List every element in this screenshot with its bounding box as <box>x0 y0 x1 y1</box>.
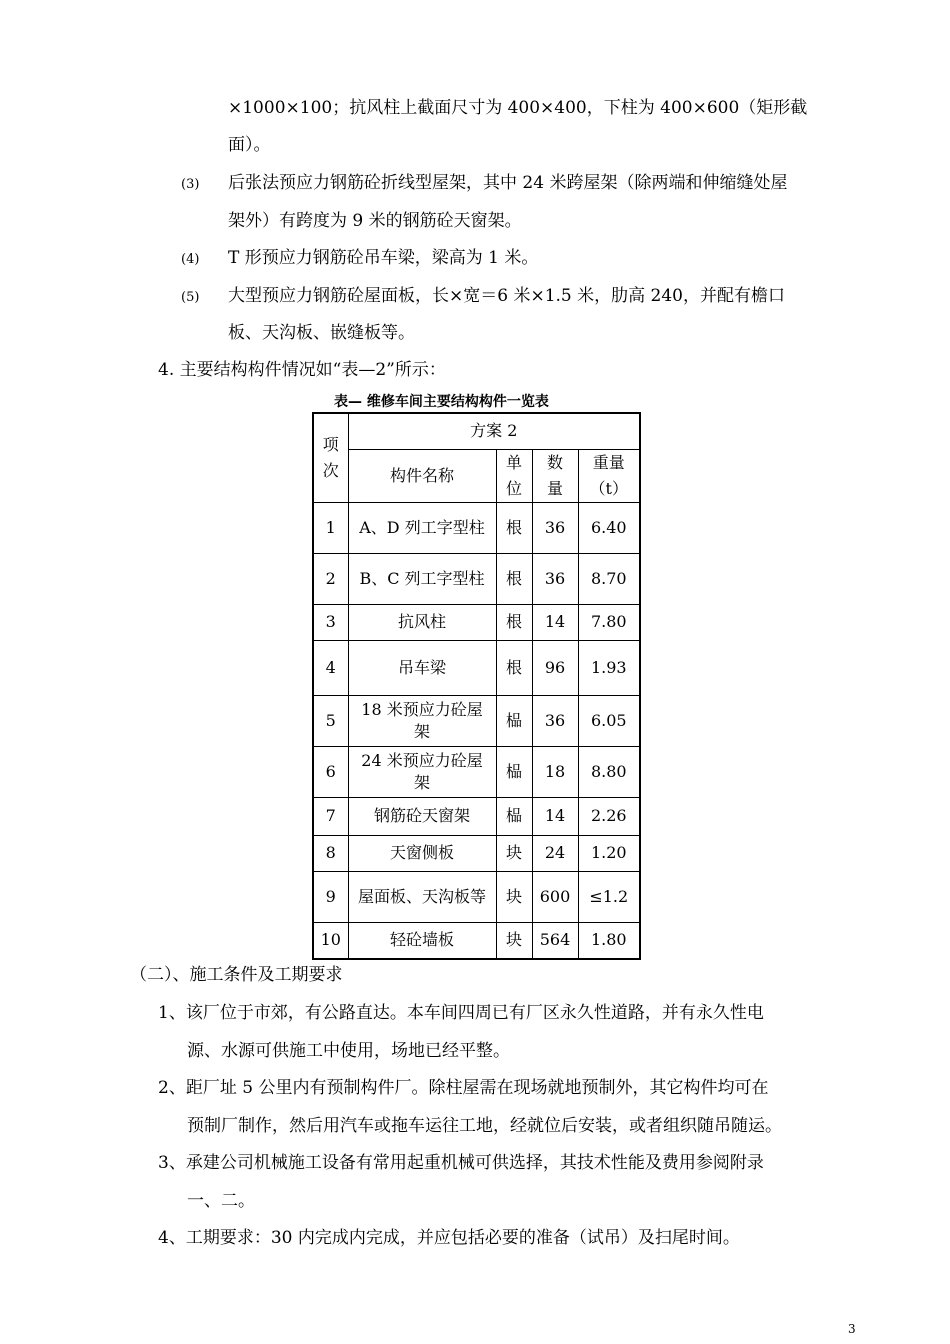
cell-weight: ≤1.2 <box>578 871 640 922</box>
paragraph-line: 预制厂制作，然后用汽车或拖车运往工地，经就位后安装，或者组织随吊随运。 <box>187 1116 782 1136</box>
page-number: 3 <box>848 1322 856 1336</box>
paragraph-line: 一、二。 <box>187 1191 255 1211</box>
cell-name: 18 米预应力砼屋架 <box>348 695 496 746</box>
cell-qty: 564 <box>532 922 578 959</box>
cell-name: 天窗侧板 <box>348 835 496 871</box>
paragraph-line: T 形预应力钢筋砼吊车梁，梁高为 1 米。 <box>228 248 539 268</box>
paragraph-line: 3、承建公司机械施工设备有常用起重机械可供选择，其技术性能及费用参阅附录 <box>158 1153 764 1173</box>
cell-no: 4 <box>313 640 348 695</box>
paragraph-line: 后张法预应力钢筋砼折线型屋架，其中 24 米跨屋架（除两端和伸缩缝处屋 <box>228 173 788 193</box>
cell-weight: 8.80 <box>578 746 640 797</box>
cell-weight: 1.93 <box>578 640 640 695</box>
cell-unit: 块 <box>496 922 532 959</box>
cell-weight: 8.70 <box>578 553 640 604</box>
cell-unit: 榀 <box>496 746 532 797</box>
cell-no: 8 <box>313 835 348 871</box>
cell-qty: 36 <box>532 695 578 746</box>
cell-no: 7 <box>313 797 348 835</box>
cell-name: 轻砼墙板 <box>348 922 496 959</box>
table-row <box>313 871 640 922</box>
paragraph-line: 板、天沟板、嵌缝板等。 <box>228 323 415 343</box>
paragraph-line: 面）。 <box>228 135 271 155</box>
paragraph-line: 4、工期要求：30 内完成内完成，并应包括必要的准备（试吊）及扫尾时间。 <box>158 1228 740 1248</box>
cell-no: 5 <box>313 695 348 746</box>
cell-no: 1 <box>313 502 348 553</box>
cell-qty: 36 <box>532 502 578 553</box>
header-item-no: 项次 <box>313 413 348 502</box>
table-row <box>313 604 640 640</box>
cell-weight: 6.40 <box>578 502 640 553</box>
cell-unit: 块 <box>496 835 532 871</box>
table-row <box>313 835 640 871</box>
cell-unit: 根 <box>496 502 532 553</box>
paragraph-line: 1、该厂位于市郊，有公路直达。本车间四周已有厂区永久性道路，并有永久性电 <box>158 1003 764 1023</box>
table-row <box>313 746 640 797</box>
table-row <box>313 502 640 553</box>
header-weight: 重量（t） <box>578 449 640 502</box>
cell-qty: 36 <box>532 553 578 604</box>
cell-qty: 14 <box>532 604 578 640</box>
cell-weight: 6.05 <box>578 695 640 746</box>
cell-name: 抗风柱 <box>348 604 496 640</box>
header-name: 构件名称 <box>348 449 496 502</box>
cell-name: A、D 列工字型柱 <box>348 502 496 553</box>
cell-weight: 7.80 <box>578 604 640 640</box>
paragraph-line: 大型预应力钢筋砼屋面板，长×宽＝6 米×1.5 米，肋高 240，并配有檐口 <box>228 286 785 306</box>
section-line: 4. 主要结构构件情况如“表—2”所示： <box>158 360 446 380</box>
cell-no: 3 <box>313 604 348 640</box>
list-number: (5) <box>181 290 200 305</box>
cell-weight: 1.20 <box>578 835 640 871</box>
cell-unit: 榀 <box>496 797 532 835</box>
table-row <box>313 695 640 746</box>
section-heading: （二）、施工条件及工期要求 <box>130 965 343 985</box>
cell-qty: 96 <box>532 640 578 695</box>
header-qty: 数量 <box>532 449 578 502</box>
paragraph-line: 源、水源可供施工中使用，场地已经平整。 <box>187 1041 510 1061</box>
components-table <box>312 412 641 960</box>
cell-weight: 2.26 <box>578 797 640 835</box>
list-number: (3) <box>181 177 200 192</box>
cell-name: 钢筋砼天窗架 <box>348 797 496 835</box>
cell-qty: 24 <box>532 835 578 871</box>
cell-no: 10 <box>313 922 348 959</box>
header-scheme: 方案 2 <box>348 413 640 449</box>
table-caption: 表— 维修车间主要结构构件一览表 <box>334 394 549 410</box>
header-unit: 单位 <box>496 449 532 502</box>
cell-no: 6 <box>313 746 348 797</box>
paragraph-line: 架外）有跨度为 9 米的钢筋砼天窗架。 <box>228 211 522 231</box>
list-number: (4) <box>181 252 200 267</box>
table-row <box>313 797 640 835</box>
cell-qty: 14 <box>532 797 578 835</box>
cell-qty: 600 <box>532 871 578 922</box>
cell-qty: 18 <box>532 746 578 797</box>
table-row <box>313 640 640 695</box>
table-row <box>313 553 640 604</box>
paragraph-line: 2、距厂址 5 公里内有预制构件厂。除柱屋需在现场就地预制外，其它构件均可在 <box>158 1078 769 1098</box>
cell-unit: 根 <box>496 604 532 640</box>
paragraph-line: ×1000×100；抗风柱上截面尺寸为 400×400，下柱为 400×600（矩形截 <box>228 98 808 118</box>
cell-name: B、C 列工字型柱 <box>348 553 496 604</box>
cell-unit: 根 <box>496 553 532 604</box>
cell-unit: 根 <box>496 640 532 695</box>
table-row <box>313 922 640 959</box>
cell-weight: 1.80 <box>578 922 640 959</box>
cell-no: 2 <box>313 553 348 604</box>
cell-no: 9 <box>313 871 348 922</box>
cell-name: 吊车梁 <box>348 640 496 695</box>
cell-unit: 榀 <box>496 695 532 746</box>
cell-name: 24 米预应力砼屋架 <box>348 746 496 797</box>
cell-unit: 块 <box>496 871 532 922</box>
cell-name: 屋面板、天沟板等 <box>348 871 496 922</box>
